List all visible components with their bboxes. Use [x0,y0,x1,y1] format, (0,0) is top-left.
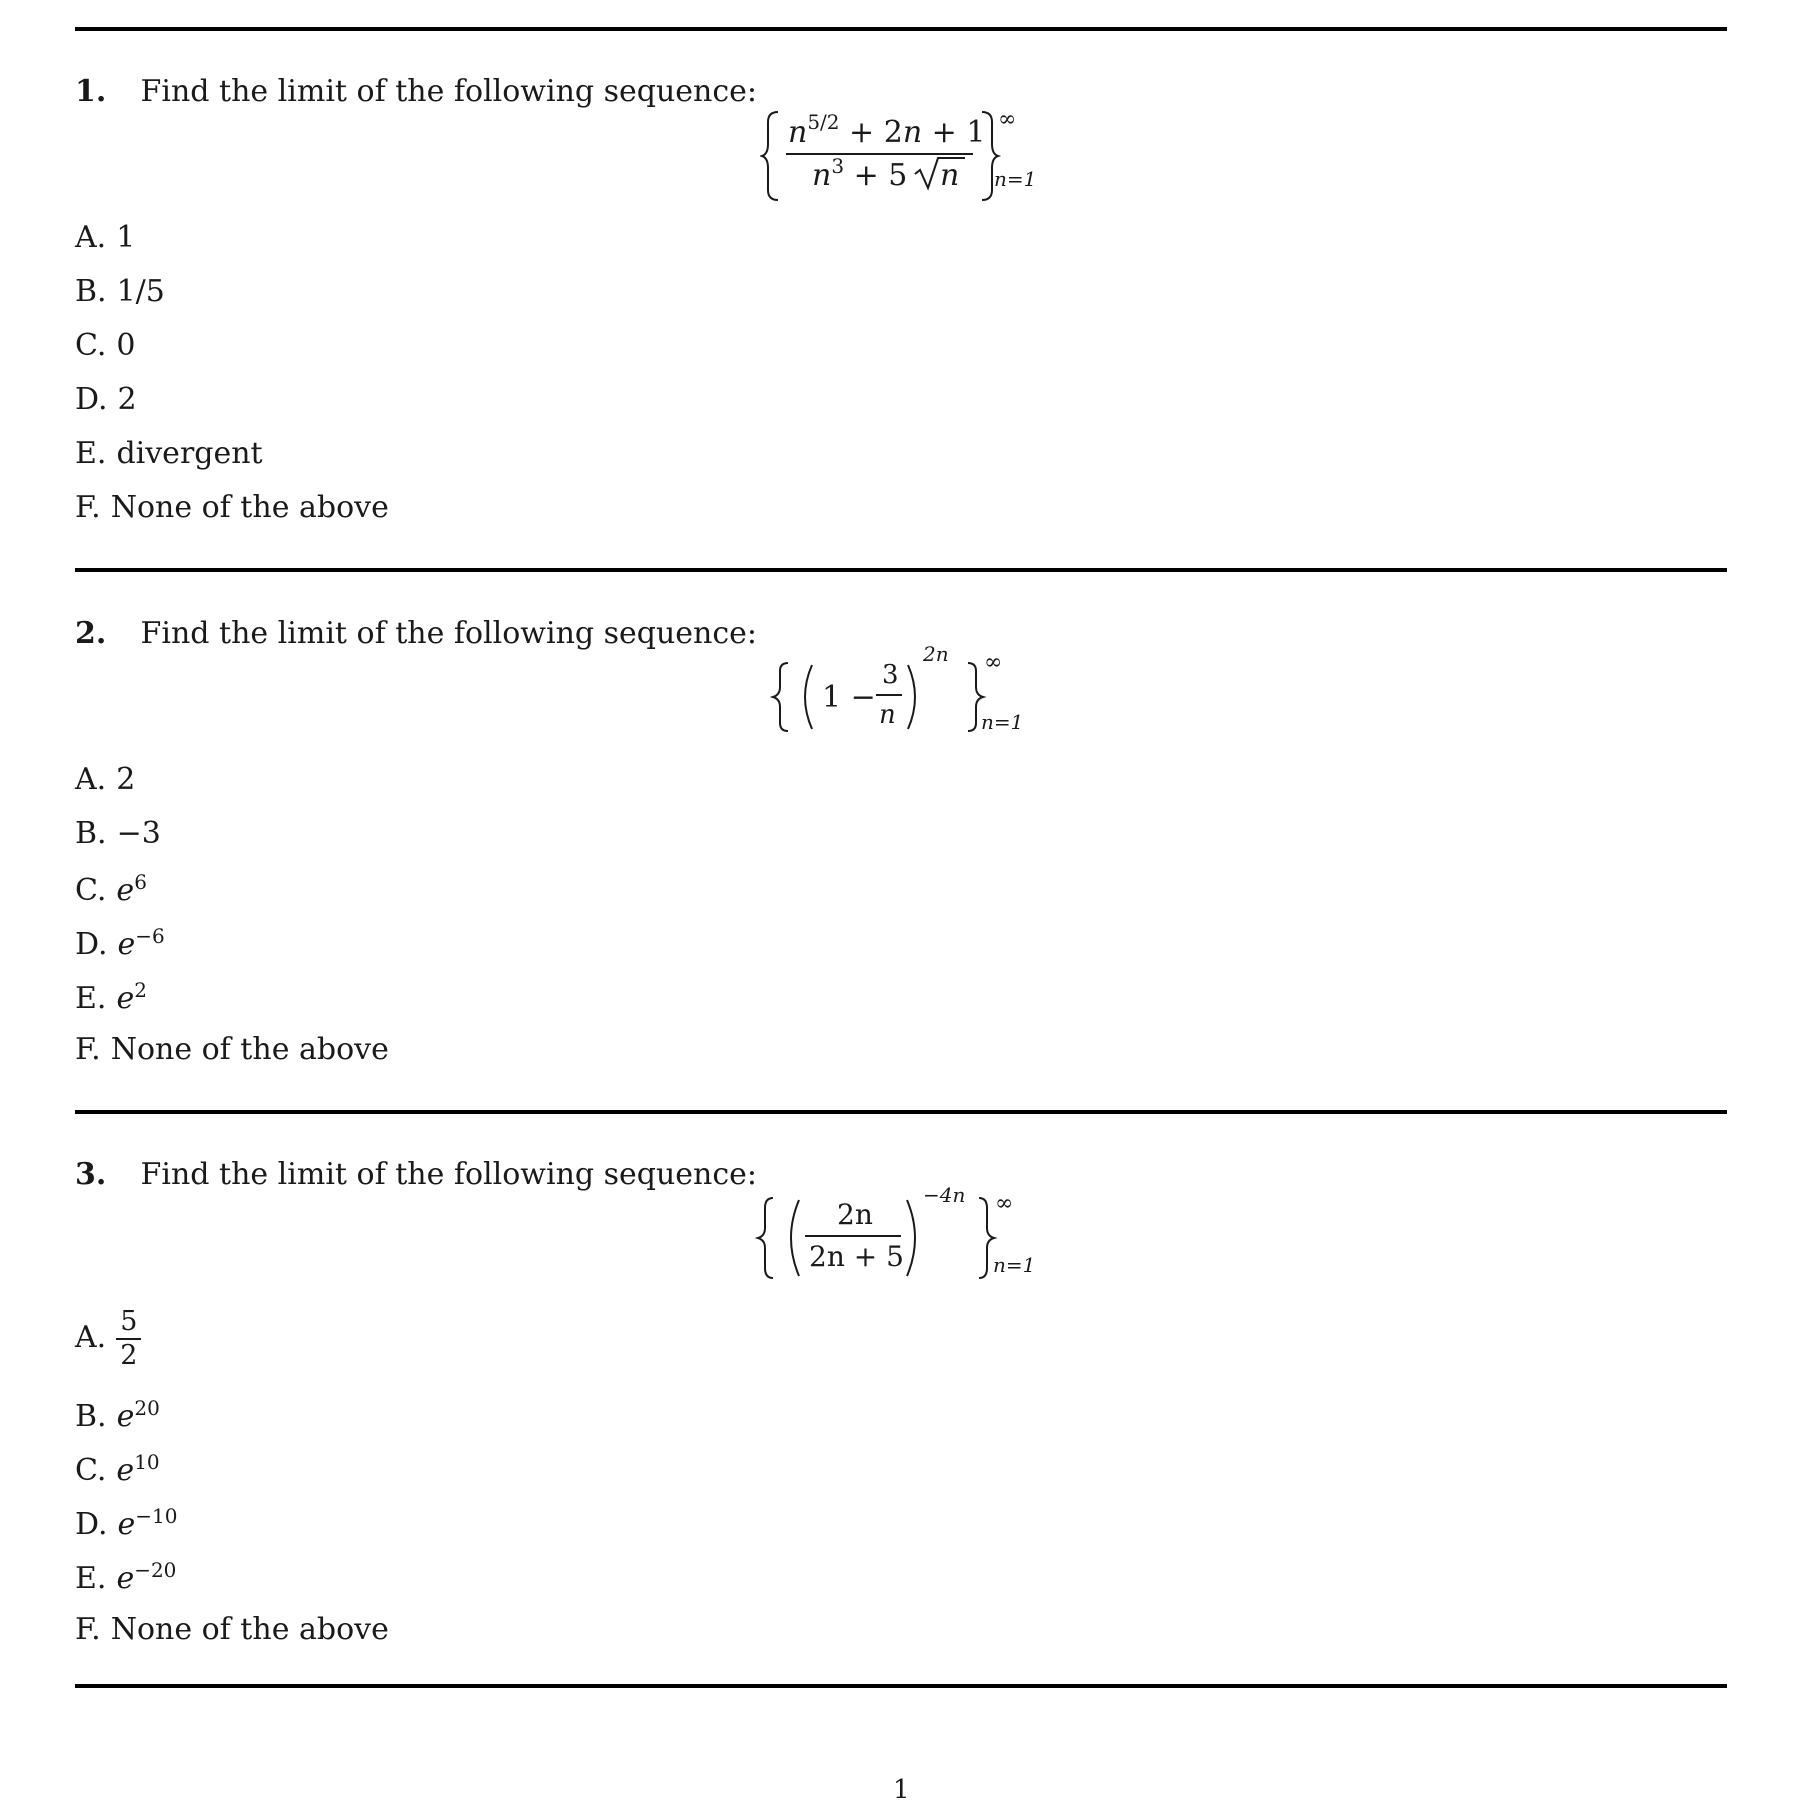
q1-option-d: D. 2 [75,382,137,417]
q1-num-n: n [788,115,808,150]
q3-exponent: −4n [923,1186,966,1207]
q2-frac-num: 3 [882,660,899,690]
q2-exponent: 2n [923,645,949,666]
svg-text:n5/2 + 2n + 1 [788,110,985,150]
q3-option-c: C. $e^{10}$ [75,1450,160,1488]
question-1-number: 1. [75,74,107,109]
q2-option-a: A. 2 [75,762,136,797]
q3-option-f: F. None of the above [75,1612,389,1647]
q3-option-a: A. $\frac{5}{2}$ [75,1308,141,1371]
q2-option-b: B. −3 [75,816,161,851]
q2-option-d: D. $e^{-6}$ [75,924,165,962]
q3-option-a-fraction: $\frac{5}{2}$ [116,1308,141,1371]
q1-den-sqrt-n: n [940,158,960,193]
q3-upper-limit: ∞ [995,1191,1014,1216]
question-1-heading [75,74,757,109]
divider-top [75,27,1727,31]
question-3-number: 3. [75,1157,107,1192]
q3-lower-limit: n=1 [993,1253,1036,1277]
q1-upper-limit: ∞ [998,107,1017,132]
q1-den-exp: 3 [831,154,845,178]
q2-frac-den: n [879,700,896,730]
page-number: 1 [893,1775,910,1805]
q3-frac-den: 2n + 5 [809,1240,904,1273]
q3-option-b: B. $e^{20}$ [75,1396,160,1434]
q3-frac-num: 2n [837,1198,873,1231]
q1-lower-limit: n=1 [994,167,1037,191]
q1-option-b: B. 1/5 [75,274,165,309]
q1-num-plus1: + 1 [922,115,986,150]
q1-den-plus5: + 5 [844,158,908,193]
question-2-heading [75,616,757,651]
q1-option-a: A. 1 [75,220,136,255]
sequence-formula-2 [770,645,1040,745]
divider-1 [75,568,1727,572]
divider-3 [75,1684,1727,1688]
q1-den-n: n [812,158,832,193]
q1-option-e: E. divergent [75,436,263,471]
sequence-formula-1 [760,100,1050,210]
question-3-formula [755,1186,1055,1294]
q1-option-f: F. None of the above [75,490,389,525]
q1-num-n2: n [902,115,923,150]
svg-text:n3 + 5 [812,154,907,193]
q2-upper-limit: ∞ [984,650,1003,675]
q2-option-e: E. $e^2$ [75,978,147,1016]
question-3-heading [75,1157,757,1192]
q2-option-c: C. $e^6$ [75,870,147,908]
question-1-prompt: Find the limit of the following sequence: [140,74,758,109]
q2-lead: 1 − [822,680,876,715]
sequence-formula-3 [755,1186,1055,1286]
q3-option-e: E. $e^{-20}$ [75,1558,177,1596]
q2-lower-limit: n=1 [981,710,1024,734]
q3-option-d: D. $e^{-10}$ [75,1504,178,1542]
question-1-formula [760,100,1050,218]
question-2-formula [770,645,1040,753]
q2-option-f: F. None of the above [75,1032,389,1067]
q1-option-c: C. 0 [75,328,136,363]
question-3-prompt: Find the limit of the following sequence: [140,1157,758,1192]
question-2-prompt: Find the limit of the following sequence: [140,616,758,651]
divider-2 [75,1110,1727,1114]
question-2-number: 2. [75,616,107,651]
q1-num-plus2: + 2 [839,115,903,150]
q1-num-exp: 5/2 [807,110,840,134]
